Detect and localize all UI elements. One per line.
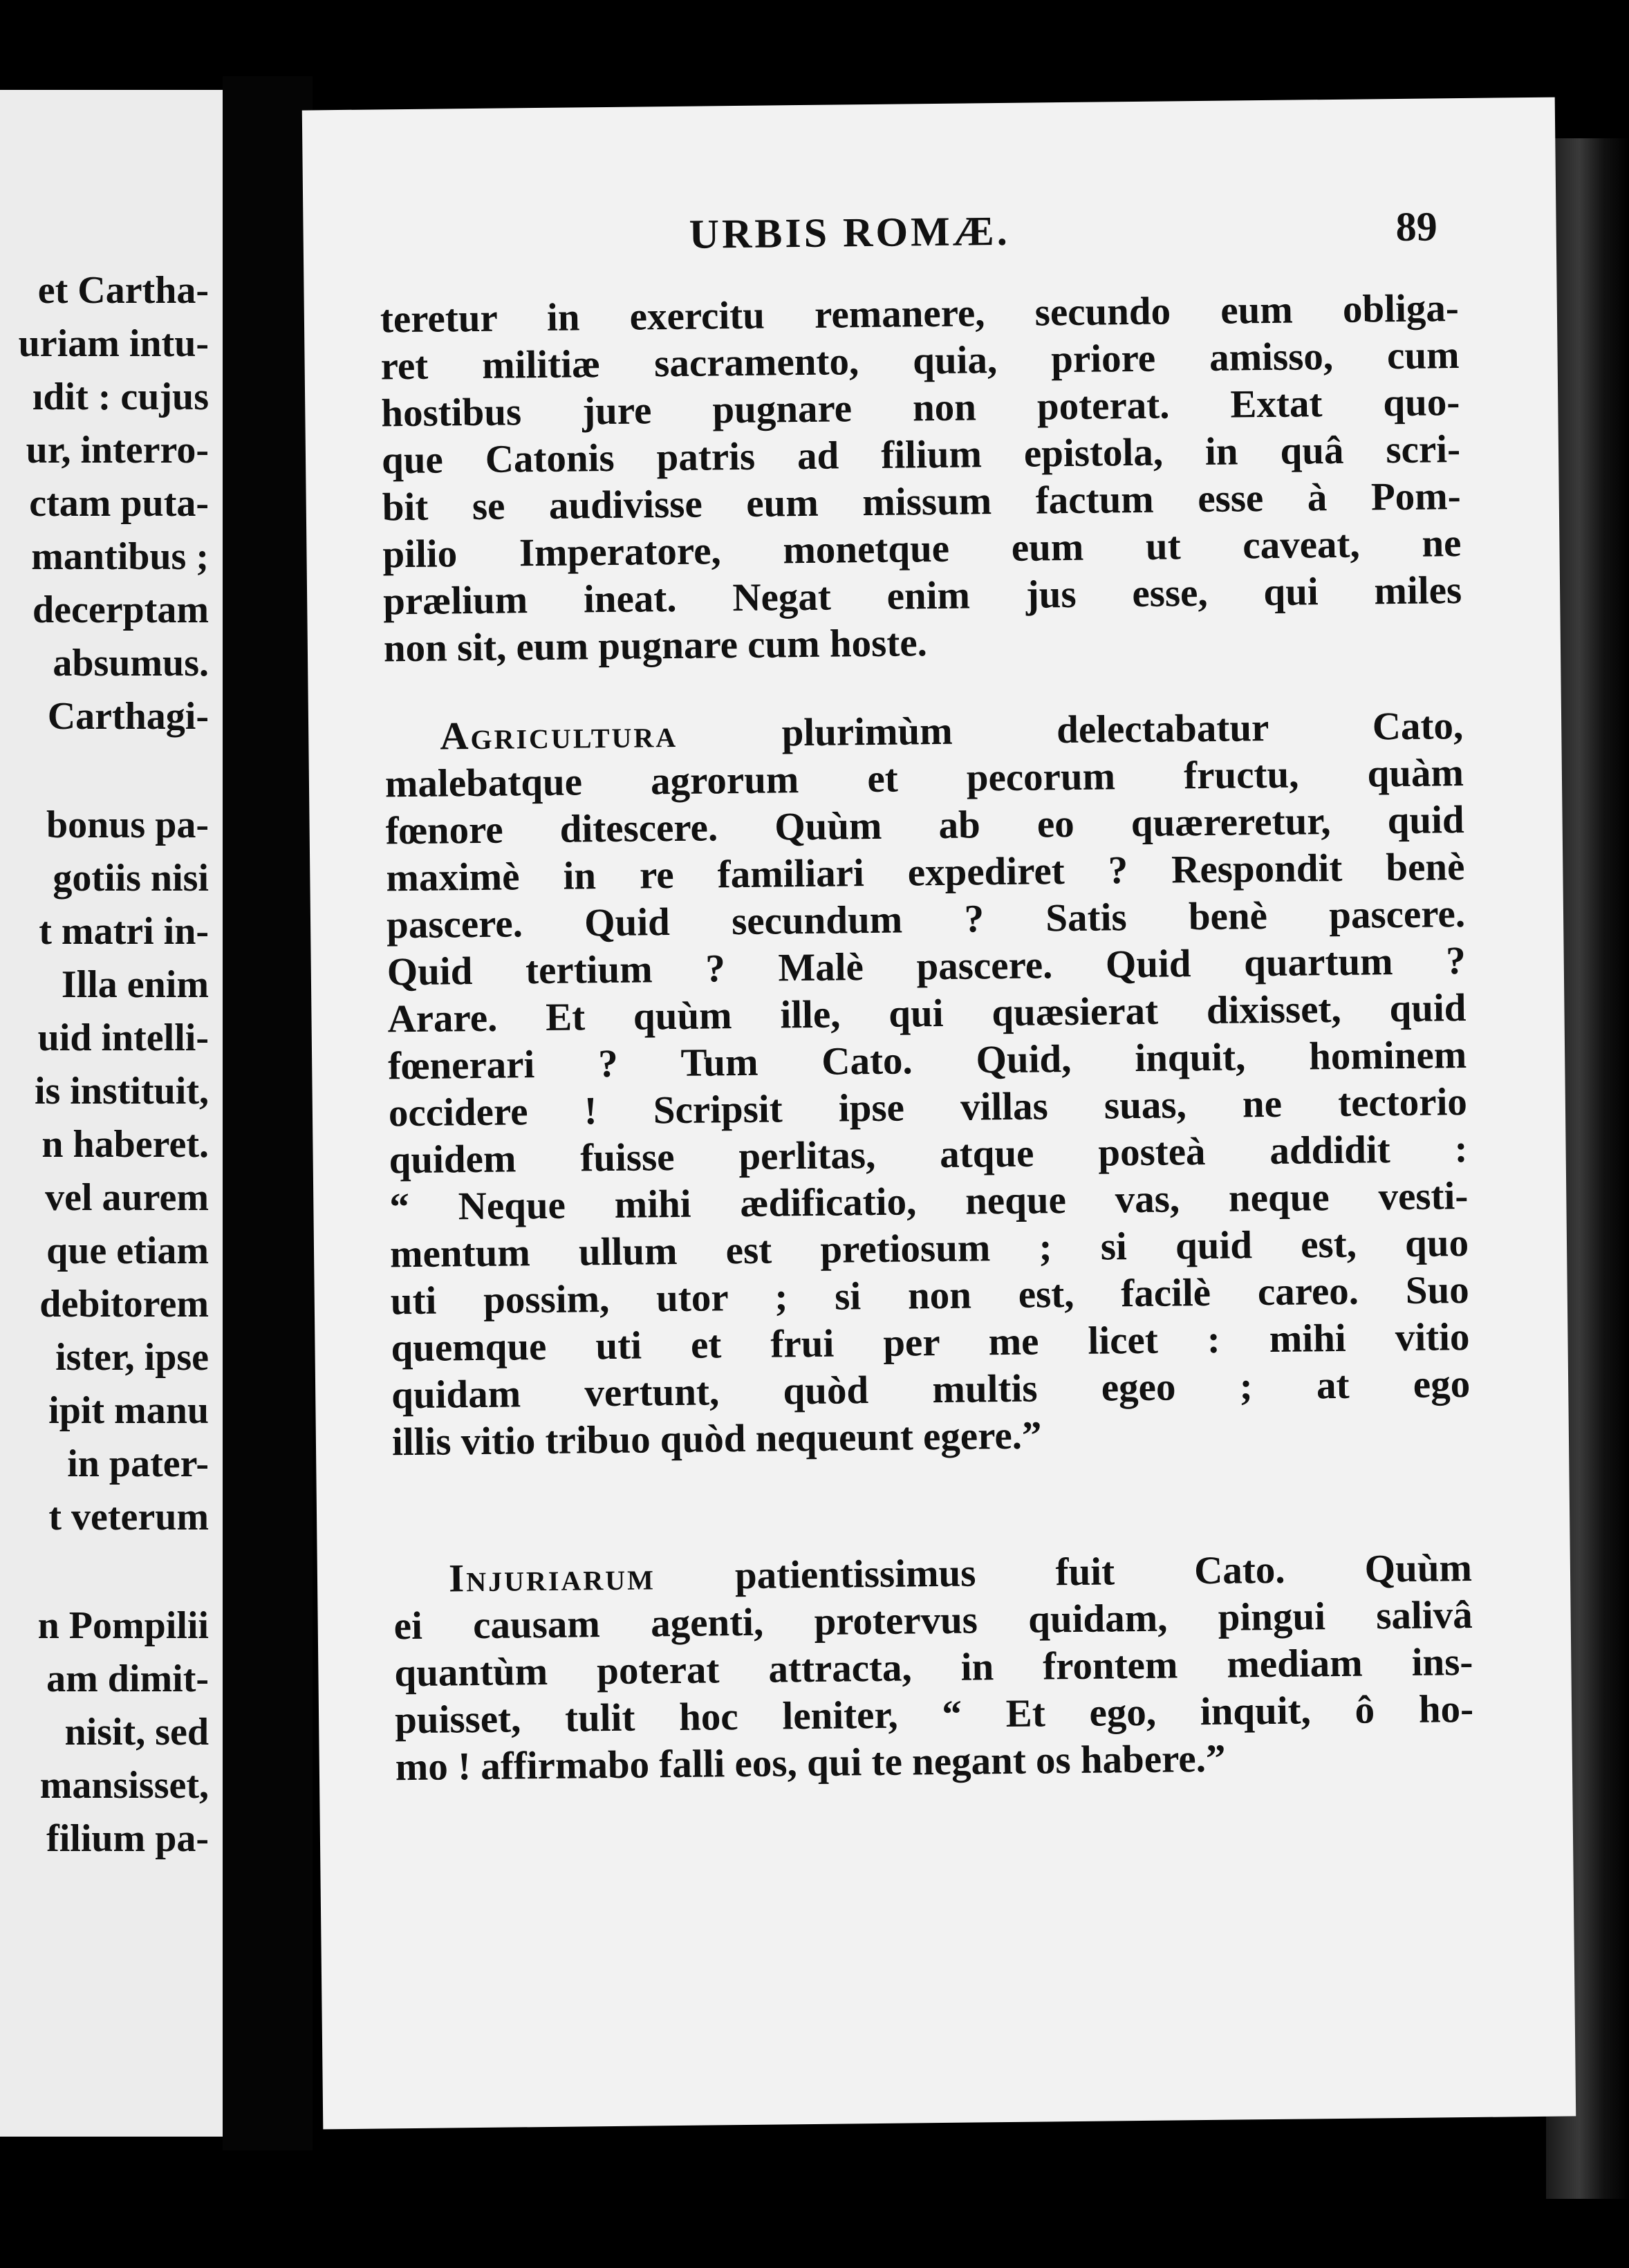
left-page-line: ister, ipse	[55, 1336, 209, 1379]
left-page-line: decerptam	[32, 588, 209, 631]
left-page-line: Carthagi-	[47, 695, 209, 738]
text-line: malebatque agrorum et pecorum fructu, quàm	[384, 751, 1464, 806]
book-gutter	[223, 76, 313, 2150]
left-page-line: ipit manu	[48, 1389, 209, 1432]
lead-line-rest: plurimùm delectabatur Cato,	[677, 704, 1464, 756]
left-page-line: filium pa-	[46, 1817, 209, 1860]
text-line: occidere ! Scripsit ipse villas suas, ne tectorio	[388, 1080, 1468, 1135]
text-line: quantùm poterat attracta, in frontem mediam ins-	[394, 1639, 1473, 1695]
left-page-line: nisit, sed	[64, 1711, 209, 1754]
left-page-line: ctam puta-	[29, 482, 209, 525]
text-line: quidam vertunt, quòd multis egeo ; at ego	[391, 1361, 1471, 1418]
left-page-line: n haberet.	[41, 1123, 209, 1166]
paragraph-3	[393, 1545, 1474, 1791]
left-page-line: am dimit-	[46, 1657, 209, 1700]
left-page-line	[0, 742, 223, 797]
left-page-line: t veterum	[48, 1496, 209, 1539]
text-line: que Catonis patris ad filium epistola, in quâ scri-	[381, 427, 1461, 483]
text-line: illis vitio tribuo quòd nequeunt egere.”	[391, 1413, 1042, 1465]
text-line: Arare. Et quùm ille, qui quæsierat dixisset, quid	[387, 986, 1467, 1041]
running-head	[303, 187, 1556, 277]
left-page-line: t matri in-	[39, 910, 209, 953]
text-line: uti possim, utor ; si non est, facilè careo. Suo	[390, 1267, 1470, 1323]
text-line: ei causam agenti, protervus quidam, pingui salivâ	[393, 1592, 1473, 1648]
text-line: prælium ineat. Negat enim jus esse, qui miles	[382, 568, 1462, 624]
left-page-line: ur, interro-	[26, 429, 209, 472]
text-line: fœnerari ? Tum Cato. Quid, inquit, hominem	[387, 1033, 1467, 1088]
text-line: mentum ullum est pretiosum ; si quid est, quo	[389, 1220, 1469, 1276]
text-line: quemque uti et frui per me licet : mihi vitio	[391, 1314, 1470, 1370]
left-page-line: is instituit,	[34, 1070, 209, 1113]
text-line: maximè in re familiari expediret ? Respondit benè	[386, 845, 1465, 900]
text-line: quidem fuisse perlitas, atque posteà addidit :	[389, 1126, 1468, 1182]
text-line: mo ! affirmabo falli eos, qui te negant os habere.”	[395, 1736, 1226, 1790]
left-page-line: ıdit : cujus	[32, 375, 209, 418]
left-page-line: bonus pa-	[46, 803, 209, 846]
page-number: 89	[1395, 203, 1437, 250]
left-page-line: debitorem	[39, 1283, 209, 1326]
text-line: non sit, eum pugnare cum hoste.	[383, 621, 928, 671]
text-line: pascere. Quid secundum ? Satis benè pascere.	[386, 892, 1466, 947]
left-page-line: n Pompilii	[37, 1604, 209, 1647]
body-text	[380, 285, 1475, 1791]
lead-line-rest: patientissimus fuit Cato. Quùm	[655, 1545, 1473, 1599]
left-page-line: vel aurem	[45, 1176, 209, 1219]
left-page-line: Illa enim	[61, 963, 209, 1006]
text-line: pilio Imperatore, monetque eum ut caveat, ne	[382, 521, 1462, 577]
text-line: bit se audivisse eum missum factum esse à Pom-	[382, 474, 1462, 530]
left-page-line: gotiis nisi	[53, 857, 209, 900]
text-line: ret militiæ sacramento, quia, priore amisso, cum	[380, 333, 1460, 389]
left-page-line: que etiam	[46, 1229, 209, 1272]
left-page-line	[0, 1543, 223, 1598]
text-line: “ Neque mihi ædificatio, neque vas, neque vesti-	[389, 1173, 1469, 1229]
left-facing-page	[0, 90, 223, 2137]
left-page-line: mansisset,	[39, 1764, 209, 1807]
left-page-line: uid intelli-	[37, 1016, 209, 1059]
left-page-line: absumus.	[53, 642, 209, 685]
main-page	[302, 97, 1576, 2130]
left-page-line: et Cartha-	[37, 269, 209, 312]
left-page-line: in pater-	[67, 1442, 209, 1485]
text-line: Quid tertium ? Malè pascere. Quid quartum ?	[387, 939, 1467, 994]
text-line: puisset, tulit hoc leniter, “ Et ego, inquit, ô ho-	[394, 1686, 1474, 1742]
paragraph-2	[384, 703, 1471, 1466]
running-title: URBIS ROMÆ.	[689, 207, 1011, 257]
text-line: fœnore ditescere. Quùm ab eo quæreretur, quid	[385, 798, 1464, 853]
left-page-line: uriam intu-	[18, 322, 209, 365]
text-line: teretur in exercitu remanere, secundo eum obliga-	[380, 286, 1460, 342]
left-page-line: mantibus ;	[31, 535, 209, 578]
paragraph-lead: Agricultura	[439, 712, 678, 759]
paragraph-1	[380, 285, 1463, 672]
text-line: hostibus jure pugnare non poterat. Extat quo-	[381, 380, 1460, 436]
paragraph-lead: Injuriarum	[448, 1554, 656, 1601]
